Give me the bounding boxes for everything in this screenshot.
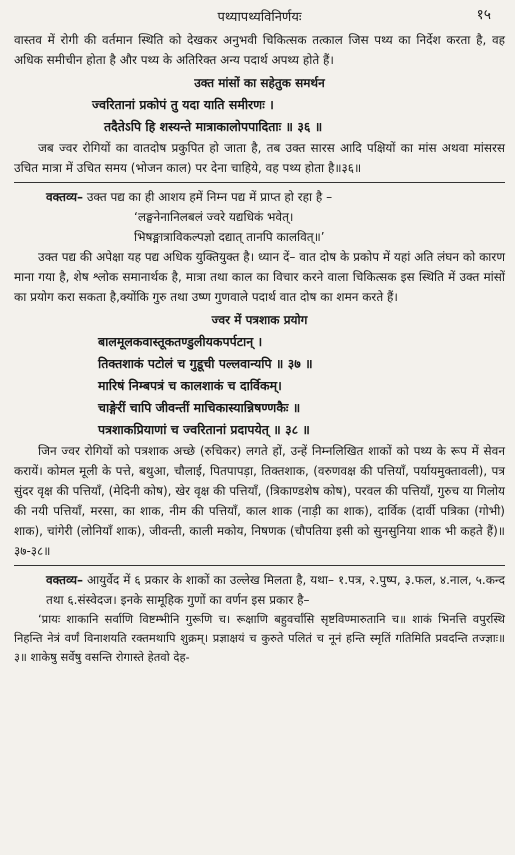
note-label: वक्तव्य–: [46, 573, 84, 587]
verse-37-38: [14, 331, 505, 441]
verse-36-line-2: तदैतेऽपि हि शस्यन्ते मात्राकालोपपादिताः ॥ ३६ ॥: [104, 119, 323, 134]
page-header: [14, 0, 505, 30]
running-title: पथ्यापथ्यविनिर्णयः: [217, 10, 302, 25]
note-2: [46, 570, 505, 610]
paragraph-leafy-vegetables-explanation: जिन ज्वर रोगियों को पत्रशाक अच्छे (रुचिकर) लगते हों, उन्हें निम्नलिखित शाकों को पथ्य के रूप में सेवन करायें। कोमल मूली के पत्ते, बथुआ, चौलाई, पितपापड़ा, तिक्तशाक, (वरुणवक्ष की पत्तियाँ, पर्यायमुक्तावली), पत्र सुंदर वृक्ष की पत्तियाँ, (मेदिनी कोष), खेर वृक्ष की पत्तियाँ, (त्रिकाण्डशेष कोष), परवल की पत्तियाँ, गुरुच या गिलोय की नयी पत्तियाँ, मरसा, का शाक, नीम की पत्तियाँ, काल शाक (नाड़ी का शाक), दार्विक (दार्वी पत्रिका (गोभी) शाक), चांगेरी (लोनियाँ शाक), जीवन्ती, काली मकोय, निषणक (चौपतिया इसी को सुनसुनिया शाक भी कहते हैं)॥३७-३८॥: [14, 444, 505, 558]
verse-37-38-line-2: तिक्तशाकं पटोलं च गुडूची पल्लवान्यपि ॥ ३७ ॥: [98, 356, 313, 371]
paragraph-sanskrit-quote: ‘प्रायः शाकानि सर्वाणि विष्टम्भीनि गुरूणि च। रूक्षाणि बहुवर्चांसि सृष्टविण्मारुतानि च॥ शाकं भिनत्ति वपुरस्थि निहन्ति नेत्रं वर्णं विनाशयति रक्तमथापि शुक्रम्। प्रज्ञाक्षयं च कुरुते पलितं च नूनं हन्ति स्मृतिं गतिमिति प्रवदन्ति तज्ज्ञाः॥ ३॥ शाकेषु सर्वेषु वसन्ति रोगास्ते हेतवो देह-: [14, 612, 505, 664]
note-text: आयुर्वेद में ६ प्रकार के शाकों का उल्लेख मिलता है, यथा– १.पत्र, २.पुष्प, ३.फल, ४.नाल, ५.कन्द तथा ६.संस्वेदज। इनके सामूहिक गुणों का वर्णन इस प्रकार है–: [46, 573, 505, 607]
page-number: १५: [476, 7, 491, 23]
divider: [14, 182, 505, 183]
quoted-verse-line-2: भिषङ्मात्राविकल्पज्ञो दद्यात् तानपि कालवित्॥’: [134, 230, 325, 244]
verse-37-38-line-5: पत्रशाकप्रियाणां च ज्वरितानां प्रदापयेत् ॥ ३८ ॥: [98, 422, 310, 437]
verse-37-38-line-4: चाङ्गेरीं चापि जीवन्तीं माचिकास्यान्निषण्णकैः ॥: [98, 400, 301, 415]
paragraph-verse-36-explanation: जब ज्वर रोगियों का वातदोष प्रकुपित हो जाता है, तब उक्त सारस आदि पक्षियों का मांस अथवा मांसरस उचित मात्रा में उचित समय (भोजन काल) पर देना चाहिये, वह पथ्य होता है॥३६॥: [14, 141, 505, 175]
section-heading-leafy-vegetables: ज्वर में पत्रशाक प्रयोग: [211, 313, 308, 327]
verse-37-38-line-1: बालमूलकवास्तूकतण्डुलीयकपर्पटान् ।: [98, 334, 263, 349]
paragraph-commentary: उक्त पद्य की अपेक्षा यह पद्य अधिक युक्तियुक्त है। ध्यान दें– वात दोष के प्रकोप में यहां अति लंघन को कारण माना गया है, शेष श्लोक समानार्थक है, मात्रा तथा काल का विचार करने वाला चिकित्सक इस स्थिति में उक्त मांसों का प्रयोग करा सकता है,क्योंकि गुरु तथा उष्ण गुणवाले पदार्थ वात दोष का शमन करते हैं।: [14, 250, 505, 304]
verse-37-38-line-3: मारिषं निम्बपत्रं च कालशाकं च दार्विकम्।: [98, 378, 282, 393]
quoted-verse-line-1: ‘लङ्घनेनानिलबलं ज्वरे यद्यधिकं भवेत्।: [134, 210, 294, 224]
divider: [14, 565, 505, 566]
verse-36-line-1: ज्वरितानां प्रकोपं तु यदा याति समीरणः ।: [92, 97, 274, 112]
verse-36: [14, 94, 505, 138]
note-text: उक्त पद्य का ही आशय हमें निम्न पद्य में प्राप्त हो रहा है –: [83, 190, 333, 204]
note-label: वक्तव्य–: [46, 190, 84, 204]
paragraph-intro: वास्तव में रोगी की वर्तमान स्थिति को देखकर अनुभवी चिकित्सक तत्काल जिस पथ्य का निर्देश करता है, वह अधिक समीचीन होता है और पथ्य के अतिरिक्त अन्य पदार्थ अपथ्य होते हैं।: [14, 33, 505, 67]
quoted-verse: [14, 207, 505, 247]
note-1: [46, 187, 505, 207]
section-heading-meat-justification: उक्त मांसों का सहेतुक समर्थन: [194, 76, 325, 90]
